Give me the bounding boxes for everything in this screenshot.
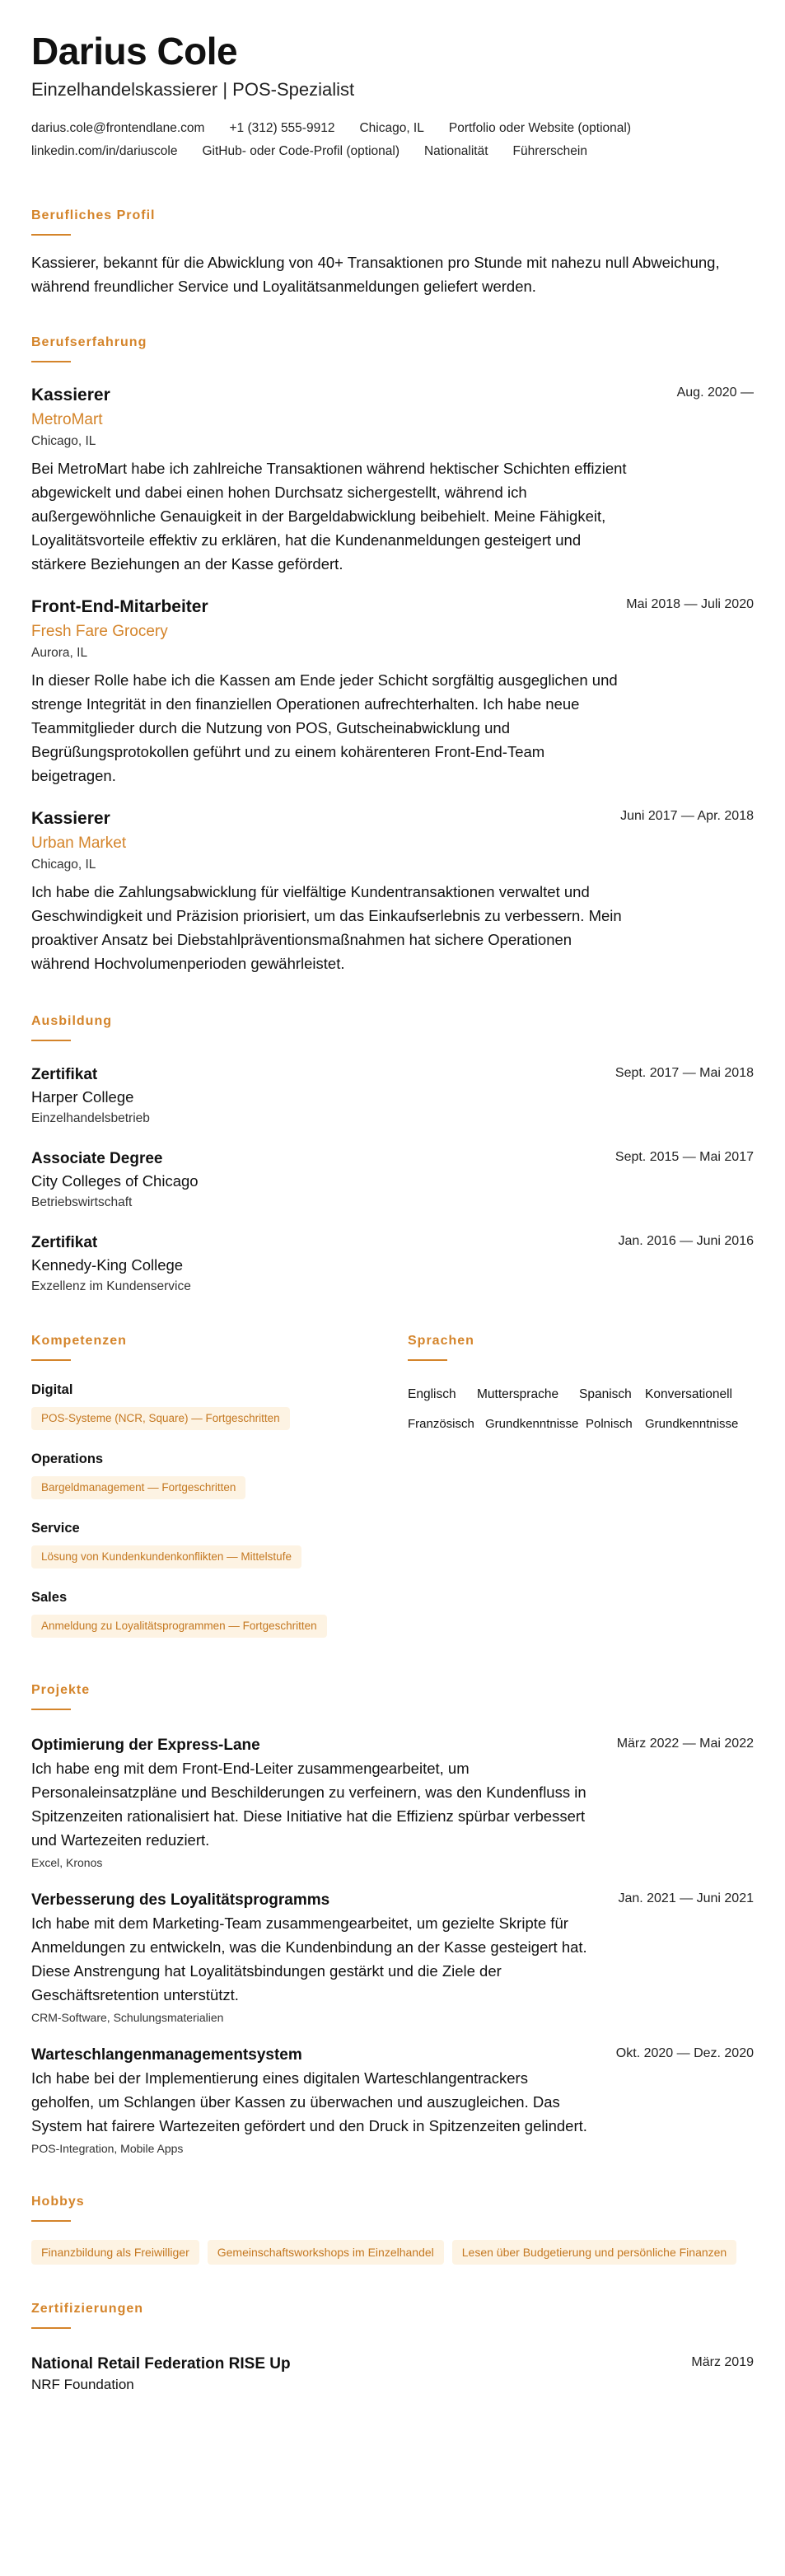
field-of-study: Exzellenz im Kundenservice bbox=[31, 1279, 191, 1293]
hobby-chip: Finanzbildung als Freiwilliger bbox=[31, 2240, 199, 2265]
skill-category: Sales bbox=[31, 1590, 68, 1605]
language-name: Spanisch bbox=[579, 1387, 632, 1401]
section-divider bbox=[408, 1359, 447, 1361]
skill-category: Digital bbox=[31, 1382, 73, 1397]
contact-github[interactable]: GitHub- oder Code-Profil (optional) bbox=[202, 144, 400, 158]
contact-location: Chicago, IL bbox=[359, 121, 424, 135]
degree-title: Zertifikat bbox=[31, 1066, 98, 1083]
hobby-chip: Gemeinschaftsworkshops im Einzelhandel bbox=[208, 2240, 444, 2265]
language-name: Französisch bbox=[408, 1417, 474, 1431]
job-description: In dieser Rolle habe ich die Kassen am Ende jeder Schicht sorgfältig ausgeglichen und strenge Integrität in den finanziellen Operationen aufrechterhalten. Ich habe neue Teammitglieder durch die Nutzung von POS, Gutscheinabwicklung und Begrüßungsprotokollen geführt und zu einem kohärenteren Front-End-Team beigetragen. bbox=[31, 671, 618, 784]
language-name: Englisch bbox=[408, 1387, 456, 1401]
contact-drivers-license: Führerschein bbox=[512, 144, 587, 158]
education-date: Jan. 2016 — Juni 2016 bbox=[618, 1234, 754, 1248]
job-location: Aurora, IL bbox=[31, 646, 88, 660]
school-name: City Colleges of Chicago bbox=[31, 1172, 199, 1190]
hobby-list bbox=[31, 2240, 756, 2265]
job-date: Juni 2017 — Apr. 2018 bbox=[620, 809, 754, 823]
language-level: Muttersprache bbox=[477, 1387, 559, 1401]
job-date: Mai 2018 — Juli 2020 bbox=[626, 597, 754, 611]
certification-entry bbox=[31, 2354, 754, 2395]
education-entry bbox=[31, 1232, 754, 1297]
company-name: MetroMart bbox=[31, 411, 103, 428]
skill-chip: Bargeldmanagement — Fortgeschritten bbox=[31, 1476, 245, 1499]
project-entry bbox=[31, 2045, 754, 2158]
project-date: Okt. 2020 — Dez. 2020 bbox=[615, 2046, 754, 2060]
skill-category: Operations bbox=[31, 1452, 104, 1466]
contact-portfolio[interactable]: Portfolio oder Website (optional) bbox=[448, 121, 632, 135]
section-title: Projekte bbox=[31, 1683, 91, 1697]
skill-chip: POS-Systeme (NCR, Square) — Fortgeschritten bbox=[31, 1407, 290, 1430]
candidate-name: Darius Cole bbox=[31, 30, 238, 72]
projects-section bbox=[31, 1682, 754, 2158]
skill-group bbox=[31, 1588, 394, 1638]
education-section bbox=[31, 1013, 754, 1297]
section-divider bbox=[31, 361, 71, 362]
school-name: Harper College bbox=[31, 1088, 134, 1106]
section-title: Ausbildung bbox=[31, 1014, 112, 1028]
section-title: Zertifizierungen bbox=[31, 2302, 144, 2316]
language-level: Konversationell bbox=[645, 1387, 732, 1401]
section-divider bbox=[31, 1040, 71, 1041]
section-title: Berufserfahrung bbox=[31, 335, 147, 349]
section-divider bbox=[31, 234, 71, 236]
section-title: Berufliches Profil bbox=[31, 208, 156, 222]
education-date: Sept. 2015 — Mai 2017 bbox=[614, 1150, 754, 1164]
project-description: Ich habe eng mit dem Front-End-Leiter zusammengearbeitet, um Personaleinsatzpläne und Beschilderungen zu verfeinern, was den Kundenfluss in Spitzenzeiten rationalisiert hat. Diese Initiative hat die Effizienz spürbar verbessert und Wartezeiten reduziert. bbox=[31, 1760, 586, 1849]
education-date: Sept. 2017 — Mai 2018 bbox=[614, 1066, 754, 1080]
skill-category: Service bbox=[31, 1521, 80, 1536]
skills-section bbox=[31, 1333, 394, 1638]
experience-entry bbox=[31, 807, 754, 975]
experience-entry bbox=[31, 384, 754, 576]
project-date: Jan. 2021 — Juni 2021 bbox=[618, 1891, 754, 1905]
profile-summary: Kassierer, bekannt für die Abwicklung von 40+ Transaktionen pro Stunde mit nahezu null Abweichung, während freundlicher Service und Loyalitätsanmeldungen geliefert werden. bbox=[31, 254, 720, 295]
section-divider bbox=[31, 1709, 71, 1710]
section-title: Kompetenzen bbox=[31, 1334, 127, 1348]
project-date: März 2022 — Mai 2022 bbox=[616, 1737, 754, 1751]
job-location: Chicago, IL bbox=[31, 858, 96, 872]
contact-linkedin[interactable]: linkedin.com/in/dariuscole bbox=[31, 144, 178, 158]
company-name: Urban Market bbox=[31, 835, 127, 852]
skill-group bbox=[31, 1381, 394, 1430]
contact-phone[interactable]: +1 (312) 555-9912 bbox=[229, 121, 335, 135]
language-name: Polnisch bbox=[586, 1417, 633, 1431]
languages-section bbox=[408, 1333, 754, 1433]
skills-languages-row bbox=[31, 1333, 754, 1659]
skill-chip: Anmeldung zu Loyalitätsprogrammen — Fortgeschritten bbox=[31, 1615, 327, 1638]
job-location: Chicago, IL bbox=[31, 434, 96, 448]
contact-list bbox=[31, 117, 756, 163]
project-tools: POS-Integration, Mobile Apps bbox=[31, 2142, 184, 2155]
job-title: Front-End-Mitarbeiter bbox=[31, 597, 208, 616]
language-level: Grundkenntnisse bbox=[485, 1417, 579, 1431]
certification-issuer: NRF Foundation bbox=[31, 2377, 134, 2392]
skill-group bbox=[31, 1450, 394, 1499]
job-title: Kassierer bbox=[31, 809, 110, 828]
degree-title: Zertifikat bbox=[31, 1234, 98, 1251]
school-name: Kennedy-King College bbox=[31, 1256, 184, 1274]
section-divider bbox=[31, 2220, 71, 2222]
certification-name: National Retail Federation RISE Up bbox=[31, 2355, 291, 2373]
job-description: Bei MetroMart habe ich zahlreiche Transaktionen während hektischer Schichten effizient abgewickelt und dabei einen hohen Durchsatz sichergestellt, während ich außergewöhnliche Genauigkeit in der Bargeldabwicklung beibehielt. Meine Fähigkeit, Loyalitätsvorteile effektiv zu erklären, hat die Kundenanmeldungen gesteigert und stärkere Beziehungen an der Kasse gefördert. bbox=[31, 460, 627, 573]
job-date: Aug. 2020 — bbox=[676, 386, 754, 400]
project-description: Ich habe bei der Implementierung eines digitalen Warteschlangentrackers geholfen, um Schlangen über Kassen zu überwachen und auszugleichen. Das System hat fairere Wartezeiten gefördert und den Druck in Spitzenzeiten gelindert. bbox=[31, 2069, 587, 2134]
project-description: Ich habe mit dem Marketing-Team zusammengearbeitet, um gezielte Skripte für Anmeldungen zu entwickeln, was die Kundenbindung an der Kasse gesteigert hat. Diese Anstrengung hat Loyalitätsbindungen gestärkt und die Ziele der Geschäftsretention unterstützt. bbox=[31, 1914, 587, 2003]
profile-section bbox=[31, 208, 754, 298]
education-entry bbox=[31, 1148, 754, 1213]
candidate-headline: Einzelhandelskassierer | POS-Spezialist bbox=[31, 79, 355, 100]
field-of-study: Betriebswirtschaft bbox=[31, 1195, 133, 1209]
project-entry bbox=[31, 1890, 754, 2027]
contact-nationality: Nationalität bbox=[423, 144, 488, 158]
experience-section bbox=[31, 334, 754, 975]
resume-header bbox=[31, 28, 754, 163]
project-tools: Excel, Kronos bbox=[31, 1856, 103, 1869]
education-entry bbox=[31, 1064, 754, 1129]
certification-date: März 2019 bbox=[691, 2355, 754, 2369]
job-description: Ich habe die Zahlungsabwicklung für vielfältige Kundentransaktionen verwaltet und Geschwindigkeit und Präzision priorisiert, um das Einkaufserlebnis zu verbessern. Mein proaktiver Ansatz bei Diebstahlpräventionsmaßnahmen hat sichere Operationen während Hochvolumenperioden gewährleistet. bbox=[31, 883, 622, 972]
section-title: Hobbys bbox=[31, 2195, 85, 2209]
language-row bbox=[408, 1415, 754, 1433]
certifications-section bbox=[31, 2301, 754, 2395]
project-name: Verbesserung des Loyalitätsprogramms bbox=[31, 1891, 330, 1909]
project-name: Warteschlangenmanagementsystem bbox=[31, 2046, 302, 2064]
experience-entry bbox=[31, 596, 754, 788]
skill-group bbox=[31, 1519, 394, 1569]
project-name: Optimierung der Express-Lane bbox=[31, 1737, 260, 1754]
hobby-chip: Lesen über Budgetierung und persönliche Finanzen bbox=[452, 2240, 736, 2265]
language-row bbox=[408, 1386, 754, 1404]
contact-email[interactable]: darius.cole@frontendlane.com bbox=[31, 121, 205, 135]
language-level: Grundkenntnisse bbox=[645, 1417, 739, 1431]
job-title: Kassierer bbox=[31, 386, 110, 404]
project-entry bbox=[31, 1735, 754, 1872]
field-of-study: Einzelhandelsbetrieb bbox=[31, 1111, 150, 1125]
hobbies-section bbox=[31, 2194, 754, 2265]
section-divider bbox=[31, 1359, 71, 1361]
project-tools: CRM-Software, Schulungsmaterialien bbox=[31, 2011, 224, 2024]
section-title: Sprachen bbox=[408, 1334, 474, 1348]
company-name: Fresh Fare Grocery bbox=[31, 623, 168, 640]
skill-chip: Lösung von Kundenkundenkonflikten — Mittelstufe bbox=[31, 1545, 301, 1569]
section-divider bbox=[31, 2327, 71, 2329]
degree-title: Associate Degree bbox=[31, 1150, 163, 1167]
